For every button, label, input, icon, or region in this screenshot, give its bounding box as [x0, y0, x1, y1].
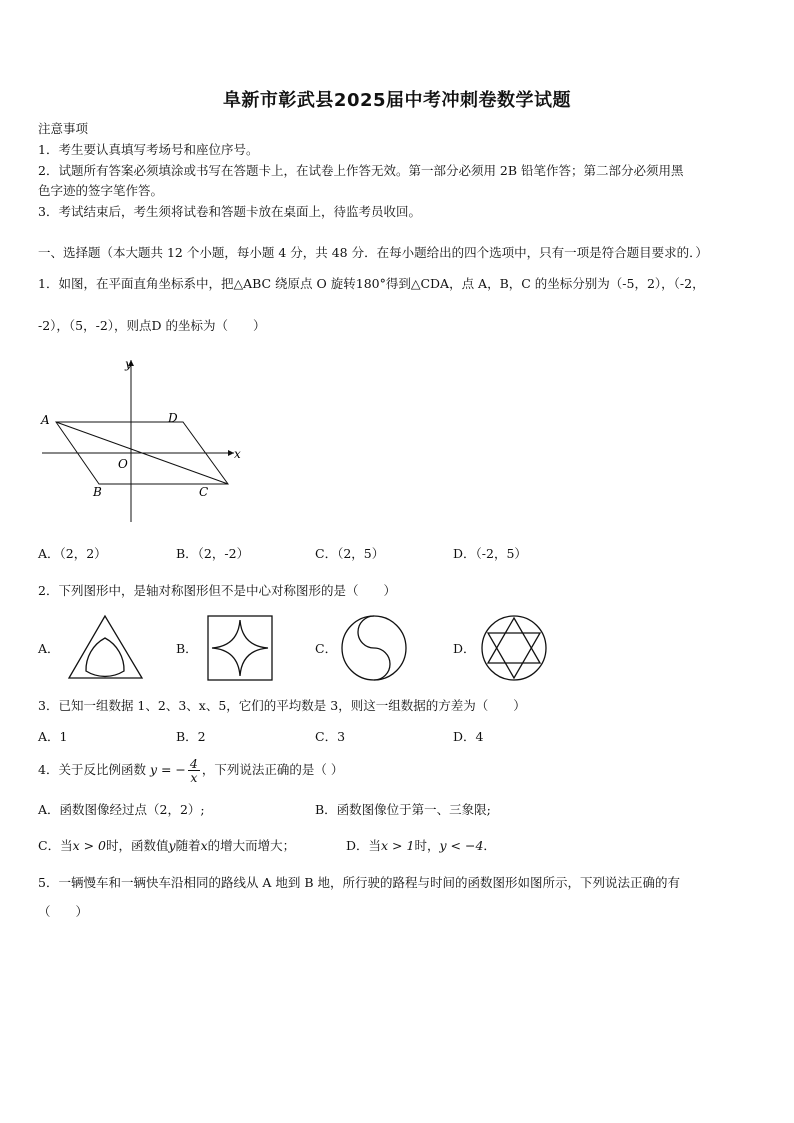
q3-option-d[interactable]: D．4 — [453, 729, 484, 744]
q4-option-b[interactable]: B．函数图像位于第一、三象限; — [315, 802, 491, 817]
q1-option-c[interactable]: C．（2，5） — [315, 546, 385, 561]
notice-item-3: 3．考试结束后，考生须将试卷和答题卡放在桌面上，待监考员收回。 — [38, 204, 421, 219]
label-y: y — [125, 357, 132, 371]
q2-figure-a-reuleaux-triangle — [66, 613, 146, 681]
q4-option-a[interactable]: A．函数图像经过点（2，2）; — [38, 802, 205, 817]
q4-option-d-condition: x > 1 — [381, 838, 415, 853]
q3-option-b[interactable]: B．2 — [176, 729, 206, 744]
q2-figure-c-yin-yang — [340, 614, 408, 682]
q2-option-b-label[interactable]: B． — [176, 641, 198, 656]
q4-option-c-mid: 时，函数值 — [106, 838, 169, 853]
q5-stem-line1: 5．一辆慢车和一辆快车沿相同的路线从 A 地到 B 地，所行驶的路程与时间的函数图形如图所示，下列说法正确的有 — [38, 875, 681, 890]
q4-option-c-condition: x > 0 — [72, 838, 107, 853]
q1-option-d[interactable]: D．（-2，5） — [453, 546, 527, 561]
q4-option-c-x: x — [200, 838, 208, 853]
label-b: B — [93, 485, 102, 499]
q4-option-d[interactable] — [346, 838, 496, 854]
q1-stem-line1: 1．如图，在平面直角坐标系中，把△ABC 绕原点 O 旋转180°得到△CDA，点 A，B，C 的坐标分别为（-5，2），（-2， — [38, 276, 705, 291]
q4-stem — [38, 757, 343, 784]
label-o: O — [118, 457, 128, 471]
label-c: C — [199, 485, 209, 499]
q4-option-d-pre: D．当 — [346, 838, 382, 853]
q4-formula-denominator: x — [190, 770, 198, 785]
q4-stem-pre: 4．关于反比例函数 — [38, 762, 146, 777]
q4-formula-fraction — [188, 757, 200, 784]
q4-option-d-mid: 时， — [414, 838, 440, 853]
q1-coordinate-figure — [38, 352, 248, 524]
q2-figure-d-star-of-david — [480, 614, 548, 682]
q4-stem-post: ，下列说法正确的是（ ） — [201, 762, 344, 777]
q2-option-c-label[interactable]: C． — [315, 641, 338, 656]
notice-item-1: 1．考生要认真填写考场号和座位序号。 — [38, 142, 259, 157]
q3-stem: 3．已知一组数据 1、2、3、x、5，它们的平均数是 3，则这一组数据的方差为（ ） — [38, 698, 526, 713]
q2-option-d-label[interactable]: D． — [453, 641, 476, 656]
q4-option-d-result: y < −4 — [439, 838, 484, 853]
q4-formula-numerator: 4 — [189, 756, 198, 771]
q2-figure-b-star-in-square — [206, 614, 274, 682]
q3-option-c[interactable]: C．3 — [315, 729, 346, 744]
q2-stem: 2．下列图形中，是轴对称图形但不是中心对称图形的是（ ） — [38, 583, 396, 598]
q3-option-a[interactable]: A．1 — [38, 729, 68, 744]
q4-option-c-pre: C．当 — [38, 838, 73, 853]
q1-stem-line2: -2），（5，-2），则点D 的坐标为（ ） — [38, 318, 266, 333]
q4-option-c-y: y — [168, 838, 176, 853]
q5-stem-line2: （ ） — [38, 904, 89, 919]
label-x: x — [234, 447, 241, 461]
notice-heading: 注意事项 — [38, 121, 89, 136]
page-title: 阜新市彰武县2025届中考冲刺卷数学试题 — [222, 90, 572, 111]
q4-formula-lhs: y = − — [149, 762, 186, 777]
notice-item-2-cont: 色字迹的签字笔作答。 — [38, 183, 164, 198]
q2-option-a-label[interactable]: A． — [38, 641, 60, 656]
q4-option-c-mid2: 随着 — [175, 838, 201, 853]
q1-option-a[interactable]: A．（2，2） — [38, 546, 107, 561]
section-heading: 一、选择题（本大题共 12 个小题，每小题 4 分，共 48 分．在每小题给出的四个选项中，只有一项是符合题目要求的．） — [38, 245, 708, 260]
q1-option-b[interactable]: B．（2，-2） — [176, 546, 250, 561]
q4-option-c-post: 的增大而增大； — [207, 838, 296, 853]
q4-option-c[interactable] — [38, 838, 295, 854]
label-d: D — [168, 411, 178, 425]
q4-option-d-post: ． — [483, 838, 496, 853]
label-a: A — [41, 413, 50, 427]
notice-item-2: 2．试题所有答案必须填涂或书写在答题卡上，在试卷上作答无效。第一部分必须用 2B 铅笔作答；第二部分必须用黑 — [38, 163, 684, 178]
